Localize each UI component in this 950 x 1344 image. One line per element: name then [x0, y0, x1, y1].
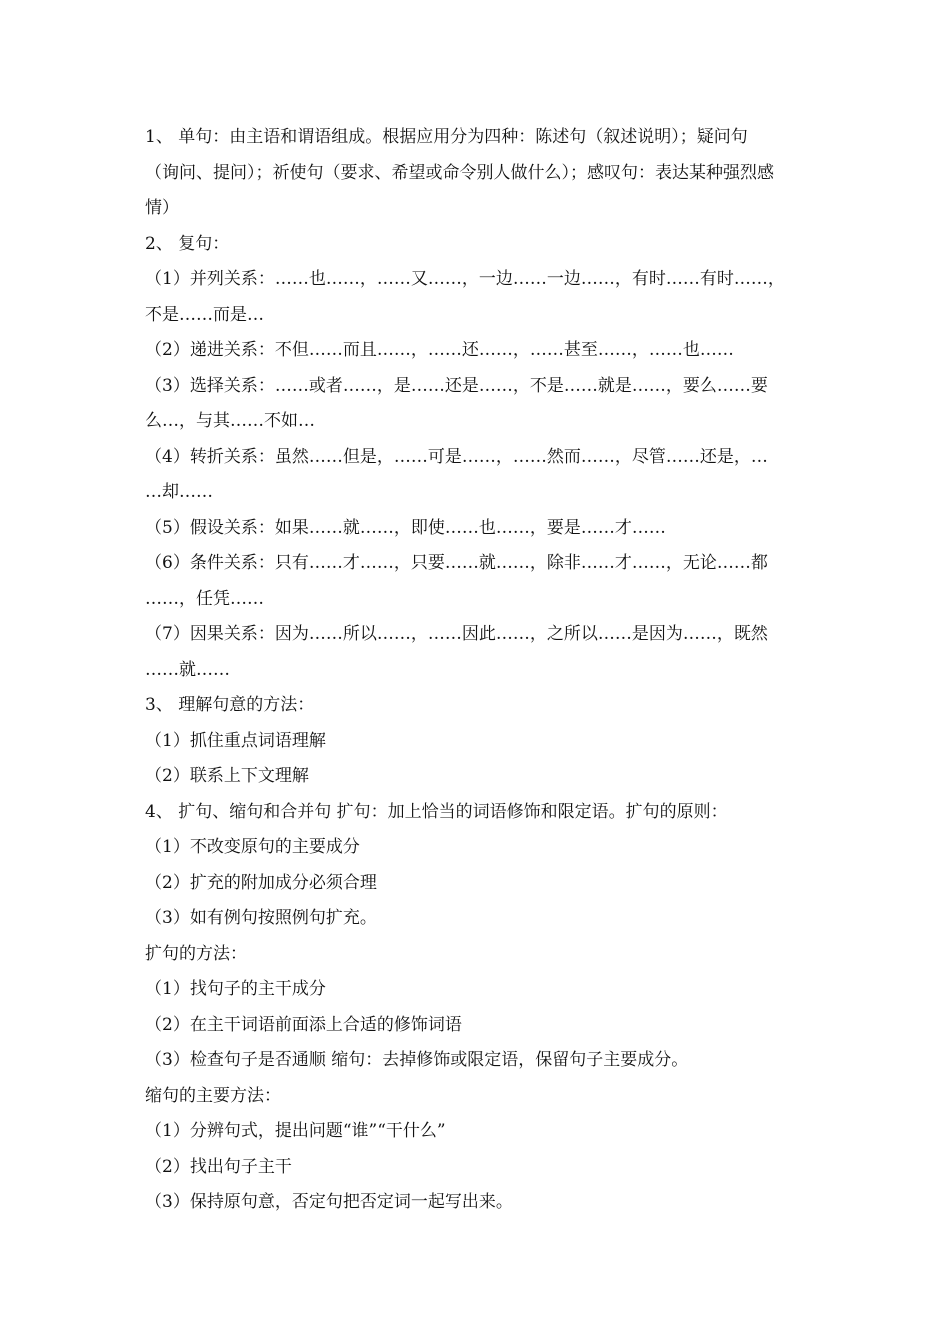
text-line-10: （4）转折关系：虽然……但是，……可是……，……然而……，尽管……还是，… [145, 446, 768, 467]
text-line-12: （5）假设关系：如果……就……，即使……也……，要是……才…… [145, 517, 666, 538]
text-line-21: （1）不改变原句的主要成分 [145, 837, 360, 857]
text-line-16: ……就…… [145, 659, 230, 680]
text-line-30: （2）找出句子主干 [145, 1156, 292, 1177]
text-line-6: 不是……而是… [145, 304, 264, 325]
text-line-25: （1）找句子的主干成分 [145, 979, 326, 999]
text-line-14: ……，任凭…… [145, 588, 264, 609]
text-line-26: （2）在主干词语前面添上合适的修饰词语 [145, 1014, 462, 1035]
text-line-7: （2）递进关系：不但……而且……，……还……，……甚至……，……也…… [145, 340, 734, 360]
text-line-31: （3）保持原句意，否定句把否定词一起写出来。 [145, 1192, 513, 1212]
text-line-27: （3）检查句子是否通顺 缩句：去掉修饰或限定语，保留句子主要成分。 [145, 1050, 689, 1070]
text-line-9: 么…，与其……不如… [145, 411, 315, 431]
text-line-28: 缩句的主要方法： [145, 1085, 281, 1106]
text-line-17: 3、 理解句意的方法： [145, 695, 315, 715]
text-line-11: …却…… [145, 482, 213, 502]
text-line-8: （3）选择关系：……或者……，是……还是……，不是……就是……，要么……要 [145, 375, 768, 396]
text-line-29: （1）分辨句式，提出问题“谁”“干什么” [145, 1121, 446, 1141]
document-body [145, 120, 815, 1221]
text-line-2: （询问、提问）；祈使句（要求、希望或命令别人做什么）；感叹句：表达某种强烈感 [145, 162, 774, 183]
text-line-20: 4、 扩句、缩句和合并句 扩句：加上恰当的词语修饰和限定语。扩句的原则： [145, 801, 728, 822]
text-line-4: 2、 复句： [145, 233, 230, 254]
text-line-15: （7）因果关系：因为……所以……，……因此……，之所以……是因为……，既然 [145, 624, 768, 644]
text-line-22: （2）扩充的附加成分必须合理 [145, 872, 377, 893]
text-line-5: （1）并列关系：……也……，……又……，一边……一边……，有时……有时……， [145, 269, 785, 289]
text-line-3: 情） [145, 198, 179, 218]
text-line-24: 扩句的方法： [145, 943, 247, 964]
text-line-23: （3）如有例句按照例句扩充。 [145, 908, 377, 928]
text-line-13: （6）条件关系：只有……才……，只要……就……，除非……才……，无论……都 [145, 553, 768, 573]
text-line-1: 1、 单句：由主语和谓语组成。根据应用分为四种：陈述句（叙述说明）；疑问句 [145, 127, 748, 147]
text-line-19: （2）联系上下文理解 [145, 766, 309, 786]
text-line-18: （1）抓住重点词语理解 [145, 730, 326, 751]
